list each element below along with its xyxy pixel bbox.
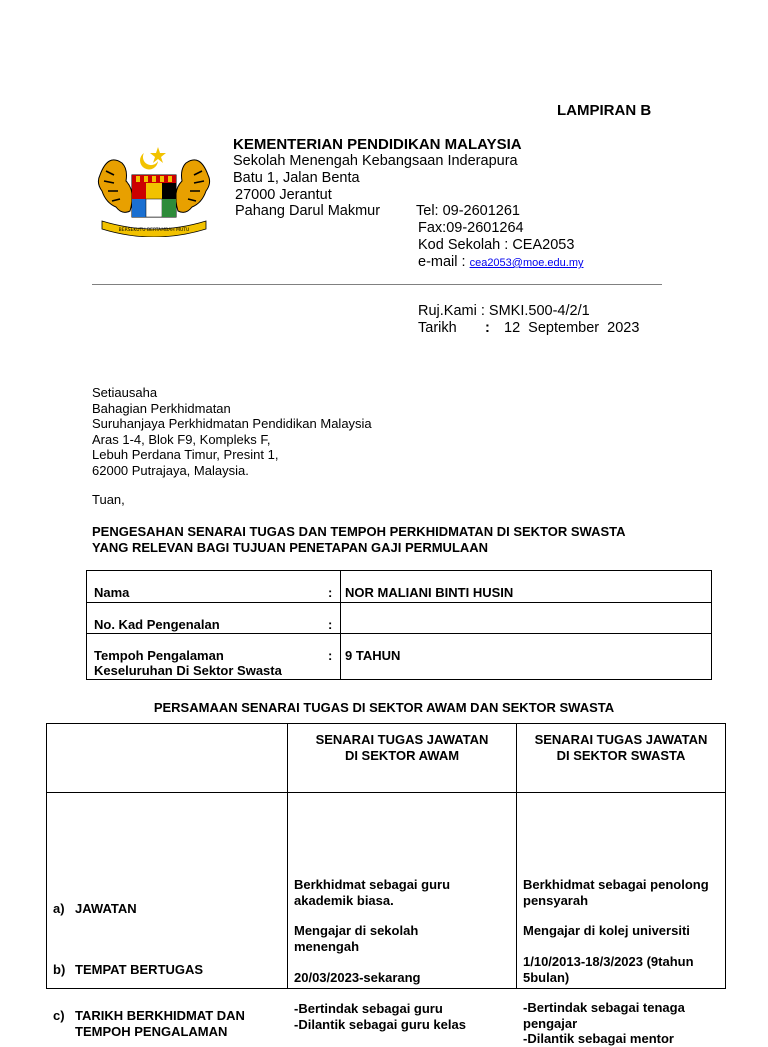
table-row xyxy=(47,793,726,989)
coat-of-arms-logo xyxy=(92,145,216,237)
email-link[interactable]: cea2053@moe.edu.my xyxy=(469,257,584,269)
tarikh-value: 12 September 2023 xyxy=(504,320,640,336)
label-tarikh-berkhidmat: c) TARIKH BERKHIDMAT DAN TEMPOH PENGALAMAN xyxy=(53,1008,245,1039)
lampiran-label: LAMPIRAN B xyxy=(557,102,652,119)
header-swasta xyxy=(517,724,726,793)
telephone: Tel: 09-2601261 xyxy=(416,203,520,219)
row-label-line-2: Keseluruhan Di Sektor Swasta xyxy=(94,663,282,678)
row-value xyxy=(341,603,712,634)
header-swasta-line-2: DI SEKTOR SWASTA xyxy=(556,747,686,763)
recipient-address xyxy=(92,385,372,478)
header-awam-line-2: DI SEKTOR AWAM xyxy=(344,747,460,763)
row-colon: : xyxy=(326,634,341,680)
school-code: Kod Sekolah : CEA2053 xyxy=(418,237,575,253)
table-row xyxy=(87,571,712,603)
header-divider xyxy=(92,284,662,285)
subject-line-1: PENGESAHAN SENARAI TUGAS DAN TEMPOH PERKHIDMATAN DI SEKTOR SWASTA xyxy=(92,524,626,539)
email-row xyxy=(418,254,583,272)
recipient-line: 62000 Putrajaya, Malaysia. xyxy=(92,462,249,478)
salutation: Tuan, xyxy=(92,492,125,507)
row-colon: : xyxy=(326,571,341,603)
swasta-tugas: -Bertindak sebagai tenaga pengajar -Dilantik sebagai mentor xyxy=(523,1000,685,1046)
swasta-cell xyxy=(517,793,726,1046)
row-value: 9 TAHUN xyxy=(341,634,712,680)
recipient-line: Lebuh Perdana Timur, Presint 1, xyxy=(92,447,279,462)
row-label-line-1: Tempoh Pengalaman xyxy=(94,648,224,663)
ministry-name: KEMENTERIAN PENDIDIKAN MALAYSIA xyxy=(233,136,522,153)
awam-cell xyxy=(288,793,517,1032)
awam-tugas: -Bertindak sebagai guru -Dilantik sebagai guru kelas xyxy=(294,1001,466,1032)
ruj-value: SMKI.500-4/2/1 xyxy=(488,303,590,319)
table-row xyxy=(87,603,712,634)
header-swasta-line-1: SENARAI TUGAS JAWATAN xyxy=(534,732,708,747)
address-line-2: 27000 Jerantut xyxy=(235,187,332,203)
school-name: Sekolah Menengah Kebangsaan Inderapura xyxy=(233,153,518,169)
comparison-title: PERSAMAAN SENARAI TUGAS DI SEKTOR AWAM DAN SEKTOR SWASTA xyxy=(153,700,615,715)
comparison-table xyxy=(46,723,726,1046)
subject-line-2: YANG RELEVAN BAGI TUJUAN PENETAPAN GAJI PERMULAAN xyxy=(92,539,489,555)
row-colon: : xyxy=(326,603,341,634)
header-awam xyxy=(288,724,517,793)
address-line-3: Pahang Darul Makmur xyxy=(235,203,381,219)
awam-jawatan: Berkhidmat sebagai guru akademik biasa. xyxy=(294,877,451,908)
personal-info-table xyxy=(86,570,712,680)
awam-tarikh: 20/03/2023-sekarang xyxy=(294,970,421,985)
labels-cell xyxy=(47,793,288,1039)
row-label: No. Kad Pengenalan xyxy=(87,603,327,634)
table-row xyxy=(87,634,712,680)
swasta-tarikh: 1/10/2013-18/3/2023 (9tahun 5bulan) xyxy=(523,954,694,985)
reference-number xyxy=(418,303,590,320)
recipient-line: Setiausaha xyxy=(92,385,158,400)
header-awam-line-1: SENARAI TUGAS JAWATAN xyxy=(315,732,489,747)
header-empty-cell xyxy=(47,724,288,793)
row-label xyxy=(87,634,327,680)
table-header-row xyxy=(47,724,726,793)
recipient-line: Suruhanjaya Perkhidmatan Pendidikan Malaysia xyxy=(92,416,372,431)
row-value: NOR MALIANI BINTI HUSIN xyxy=(341,571,712,603)
fax: Fax:09-2601264 xyxy=(418,220,524,236)
swasta-jawatan: Berkhidmat sebagai penolong pensyarah xyxy=(523,877,709,908)
tarikh-colon: : xyxy=(485,320,490,336)
recipient-line: Bahagian Perkhidmatan xyxy=(92,400,231,416)
tarikh-label: Tarikh xyxy=(418,320,457,336)
ruj-label: Ruj.Kami : xyxy=(418,303,485,319)
email-label: e-mail : xyxy=(418,254,466,270)
swasta-tempat: Mengajar di kolej universiti xyxy=(523,923,690,938)
label-tempat-bertugas: b) TEMPAT BERTUGAS xyxy=(53,962,204,977)
awam-tempat: Mengajar di sekolah menengah xyxy=(294,923,419,954)
letter-subject xyxy=(92,524,692,555)
row-label: Nama xyxy=(87,571,327,603)
address-line-1: Batu 1, Jalan Benta xyxy=(233,170,360,186)
crest-motto: BERSEKUTU BERTAMBAH MUTU xyxy=(118,228,190,233)
recipient-line: Aras 1-4, Blok F9, Kompleks F, xyxy=(92,431,271,447)
label-jawatan: a) JAWATAN xyxy=(53,901,137,916)
